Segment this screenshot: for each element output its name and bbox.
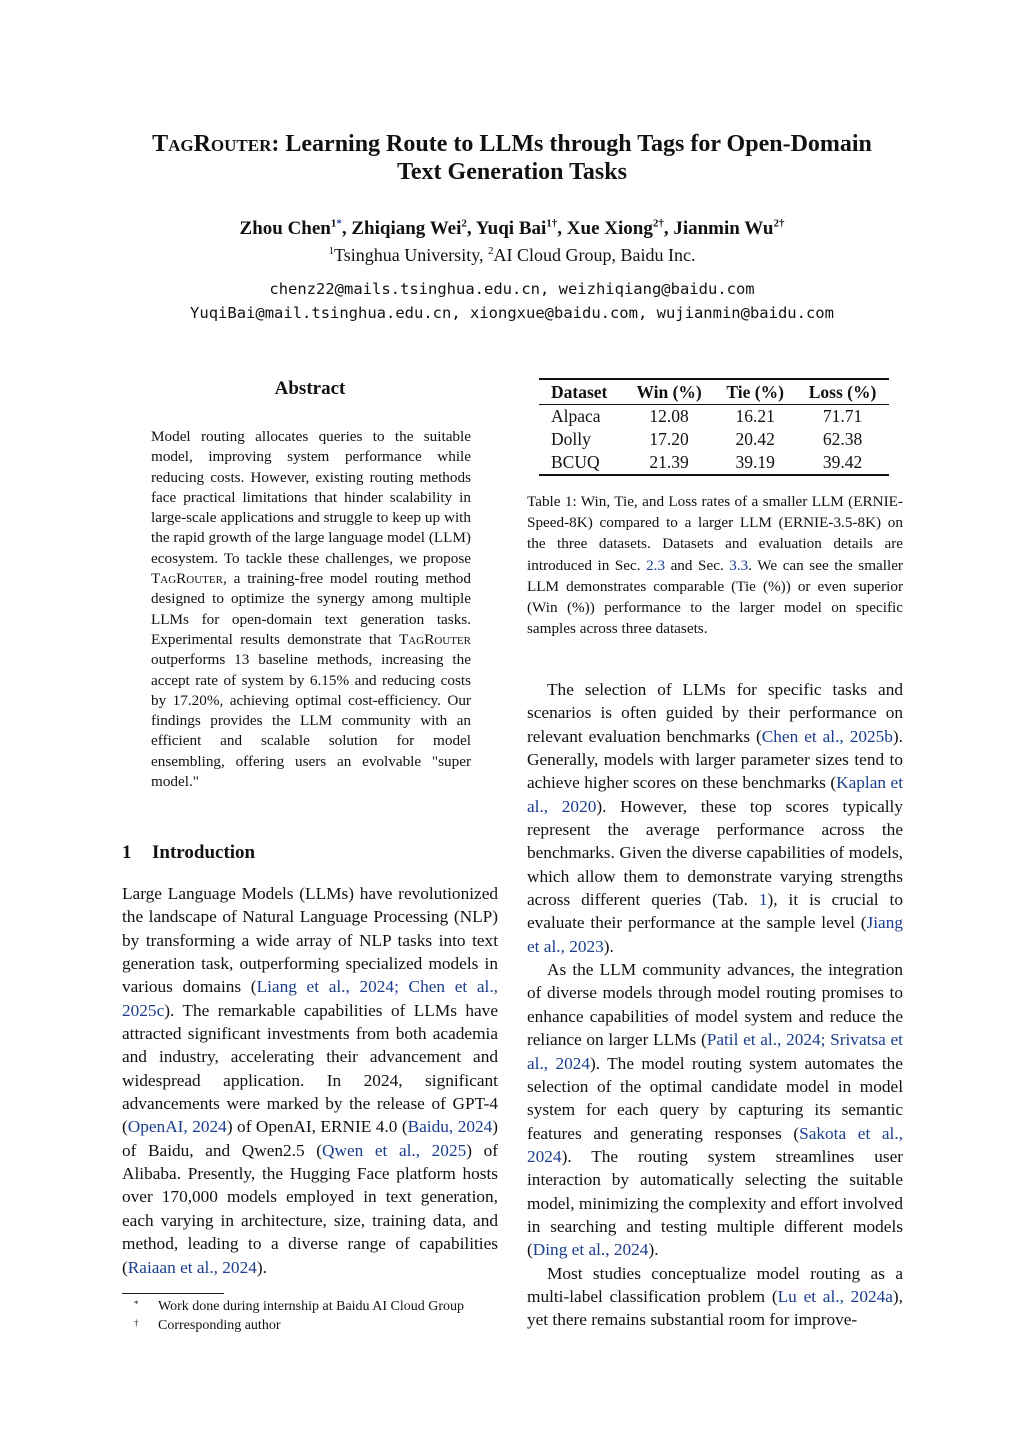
affiliation-number: 2 bbox=[773, 217, 779, 230]
citation-link[interactable]: Baidu, 2024 bbox=[407, 1117, 493, 1137]
body-paragraph bbox=[527, 1262, 903, 1332]
affiliation-2-mark: 2 bbox=[488, 245, 494, 257]
body-text: ), yet there remains substantial room for improve- bbox=[527, 1286, 903, 1330]
caption-text: Table 1: Win, Tie, and Loss rates of a smaller LLM (ERNIE-Speed-8K) compared to a larger LLM (ERNIE-3.5-8K) on the three datasets. Datasets and evaluation details are introduced in Sec. bbox=[527, 493, 903, 574]
abstract-text: outperforms 13 baseline methods, increasing the accept rate of system by 6.15% and reducing costs by 17.20%, achieving optimal cost-efficiency. Our findings provides the LLM community with an efficient and scalable solution for model ensembling, offering users an evolvable "super model." bbox=[151, 651, 471, 791]
results-table bbox=[539, 378, 889, 476]
author-list bbox=[0, 216, 1024, 242]
author-separator: , bbox=[341, 218, 352, 239]
body-text: ). However, these top scores typically represent the average performance across the benchmarks. Given the diverse capabilities of models, which allow them to demonstrate varying strengths across different queries (Tab. bbox=[527, 796, 904, 910]
table-cell: 39.19 bbox=[735, 452, 775, 472]
footnote-rule bbox=[122, 1293, 224, 1294]
abstract-text: , a training-free model routing method designed to optimize the synergy among multiple LLMs for open-domain text generation tasks. Experimental results demonstrate that bbox=[151, 570, 471, 648]
table-cell: 17.20 bbox=[649, 429, 689, 449]
introduction-paragraph bbox=[122, 882, 498, 1279]
footnote-mark[interactable]: * bbox=[336, 217, 342, 230]
table-header-cell: Win (%) bbox=[636, 381, 702, 402]
table-caption bbox=[527, 491, 903, 639]
body-text: Large Language Models (LLMs) have revolutionized the landscape of Natural Language Processing (NLP) by transforming a wide array of NLP tasks into text generation task, outperforming specialized models in various domains ( bbox=[122, 884, 498, 997]
right-column-body bbox=[527, 678, 903, 1332]
abstract-system-name: TagRouter bbox=[399, 630, 471, 648]
author-separator: , bbox=[663, 218, 674, 239]
section-reference-link[interactable]: 2.3 bbox=[646, 556, 666, 574]
author-separator: , bbox=[557, 218, 567, 239]
footnotes bbox=[134, 1297, 510, 1335]
body-text: ). The remarkable capabilities of LLMs have attracted significant investments from both academia and industry, accelerating their advancement and widespread application. In 2024, significant advancements were marked by the release of GPT-4 ( bbox=[122, 1000, 498, 1137]
affiliation-number: 2 bbox=[652, 217, 659, 230]
title-system-name: TagRouter bbox=[152, 131, 272, 157]
table-cell: 39.42 bbox=[822, 452, 863, 472]
caption-text: . We can see the smaller LLM demonstrates comparable (Tie (%)) or even superior (Win (%)) performance to the larger model on specific samples across three datasets. bbox=[527, 556, 903, 638]
table-cell: 20.42 bbox=[735, 429, 775, 449]
author-name: Jianmin Wu bbox=[673, 218, 774, 239]
table-header-cell: Tie (%) bbox=[726, 381, 784, 402]
table-cell: 16.21 bbox=[735, 406, 775, 426]
body-text: As the LLM community advances, the integration of diverse models through model routing promises to enhance capabilities of model system and reduce the reliance on larger LLMs ( bbox=[527, 960, 903, 1050]
table-cell: 12.08 bbox=[649, 406, 689, 426]
section-title: Introduction bbox=[152, 842, 256, 863]
table-cell: 62.38 bbox=[822, 429, 863, 449]
table-cell: Dolly bbox=[551, 429, 591, 449]
author-affiliation-mark bbox=[546, 218, 557, 230]
table-cell: BCUQ bbox=[551, 452, 600, 472]
affiliation-number: 2 bbox=[461, 217, 467, 230]
footnote-mark: † bbox=[134, 1318, 139, 1328]
citation-link[interactable]: Lu et al., 2024a bbox=[777, 1286, 893, 1306]
body-paragraph bbox=[527, 678, 903, 958]
email-line-1: chenz22@mails.tsinghua.edu.cn, weizhiqiang@baidu.com bbox=[269, 280, 755, 298]
results-table-container bbox=[539, 378, 889, 476]
body-text: ) of Alibaba. Presently, the Hugging Face platform hosts over 170,000 models employed in text generation, each varying in architecture, size, training data, and method, leading to a diverse range of capabilities ( bbox=[122, 1140, 498, 1277]
table-row bbox=[539, 451, 889, 475]
abstract-system-name: TagRouter bbox=[151, 570, 223, 588]
affiliation-number: 1 bbox=[330, 217, 337, 230]
citation-link[interactable]: OpenAI, 2024 bbox=[127, 1117, 227, 1137]
section-reference-link[interactable]: 3.3 bbox=[729, 556, 749, 574]
citation-link[interactable]: Qwen et al., 2025 bbox=[322, 1140, 467, 1160]
author-name: Xue Xiong bbox=[566, 218, 653, 239]
body-text: ). The model routing system automates the selection of the optimal candidate model in model system for each query by capturing its semantic features and generating responses ( bbox=[527, 1053, 903, 1143]
table-cell: 71.71 bbox=[822, 406, 863, 426]
table-reference-link[interactable]: 1 bbox=[758, 890, 768, 910]
footnote-mark: † bbox=[658, 217, 664, 230]
body-text: ). bbox=[603, 936, 614, 956]
body-text: ). The routing system streamlines user interaction by automatically selecting the suitable model, minimizing the complexity and effort involved in searching and testing multiple different models ( bbox=[527, 1146, 903, 1260]
footnote-mark: † bbox=[551, 217, 558, 230]
section-number: 1 bbox=[122, 842, 132, 863]
body-text: The selection of LLMs for specific tasks and scenarios is often guided by their performance on relevant evaluation benchmarks ( bbox=[527, 680, 903, 746]
body-text: Most studies conceptualize model routing as a multi-label classification problem ( bbox=[527, 1263, 903, 1306]
table-cell: Alpaca bbox=[551, 406, 601, 426]
author-name: Zhiqiang Wei bbox=[351, 218, 462, 239]
author-emails bbox=[0, 277, 1024, 325]
footnote bbox=[134, 1316, 510, 1335]
author-affiliation-mark bbox=[773, 218, 784, 230]
citation-link[interactable]: Chen et al., 2025b bbox=[761, 726, 893, 746]
body-text: ), it is crucial to evaluate their performance at the sample level ( bbox=[527, 890, 903, 933]
table-header-row bbox=[539, 379, 889, 405]
body-paragraph bbox=[527, 958, 903, 1261]
section-heading-introduction bbox=[122, 842, 502, 864]
author-name: Yuqi Bai bbox=[475, 218, 547, 239]
citation-link[interactable]: Sakota et al., 2024 bbox=[527, 1123, 903, 1166]
body-text: ). Generally, models with larger parameter sizes tend to achieve higher scores on these benchmarks ( bbox=[527, 726, 903, 793]
citation-link[interactable]: Ding et al., 2024 bbox=[532, 1240, 649, 1260]
citation-link[interactable]: Patil et al., 2024; Srivatsa et al., 2024 bbox=[527, 1030, 903, 1073]
citation-link[interactable]: Raiaan et al., 2024 bbox=[127, 1257, 257, 1277]
affiliations bbox=[0, 243, 1024, 267]
affiliation-number: 1 bbox=[546, 217, 552, 230]
author-separator: , bbox=[466, 218, 476, 239]
abstract-body bbox=[151, 427, 471, 792]
body-text: ) of Baidu, and Qwen2.5 ( bbox=[122, 1117, 499, 1160]
body-text: ). bbox=[256, 1257, 267, 1277]
body-text: ) of OpenAI, ERNIE 4.0 ( bbox=[226, 1117, 408, 1137]
author-affiliation-mark bbox=[331, 218, 342, 230]
footnote-mark: * bbox=[134, 1299, 139, 1309]
paper-title bbox=[0, 130, 1024, 186]
footnote-text: Work done during internship at Baidu AI Cloud Group bbox=[158, 1299, 465, 1314]
citation-link[interactable]: Jiang et al., 2023 bbox=[527, 913, 903, 956]
affiliation-1: Tsinghua University, bbox=[333, 245, 489, 265]
footnote-text: Corresponding author bbox=[158, 1318, 281, 1333]
affiliation-1-mark: 1 bbox=[328, 245, 334, 257]
table-row bbox=[539, 428, 889, 451]
abstract-text: Model routing allocates queries to the suitable model, improving system performance while reducing costs. However, existing routing methods face practical limitations that hinder scalability in large-scale applications and struggle to keep up with the rapid growth of the large language model (LLM) ecosystem. To tackle these challenges, we propose bbox=[151, 428, 471, 567]
citation-link[interactable]: Kaplan et al., 2020 bbox=[527, 773, 903, 816]
author-name: Zhou Chen bbox=[239, 218, 331, 239]
table-header-cell: Dataset bbox=[551, 381, 608, 402]
abstract-heading: Abstract bbox=[274, 378, 346, 399]
affiliation-2: AI Cloud Group, Baidu Inc. bbox=[493, 245, 696, 265]
title-line-1: : Learning Route to LLMs through Tags for Open-Domain bbox=[271, 131, 872, 157]
footnote-mark: † bbox=[778, 217, 785, 230]
table-cell: 21.39 bbox=[649, 452, 689, 472]
table-row bbox=[539, 405, 889, 429]
table-header-cell: Loss (%) bbox=[808, 381, 877, 402]
caption-text: and Sec. bbox=[665, 556, 730, 574]
title-line-2: Text Generation Tasks bbox=[397, 159, 627, 185]
body-text: ). bbox=[648, 1240, 659, 1260]
citation-link[interactable]: Liang et al., 2024; Chen et al., 2025c bbox=[122, 977, 498, 1020]
email-line-2: YuqiBai@mail.tsinghua.edu.cn, xiongxue@baidu.com, wujianmin@baidu.com bbox=[190, 304, 834, 322]
footnote bbox=[134, 1297, 510, 1316]
author-affiliation-mark bbox=[653, 218, 664, 230]
